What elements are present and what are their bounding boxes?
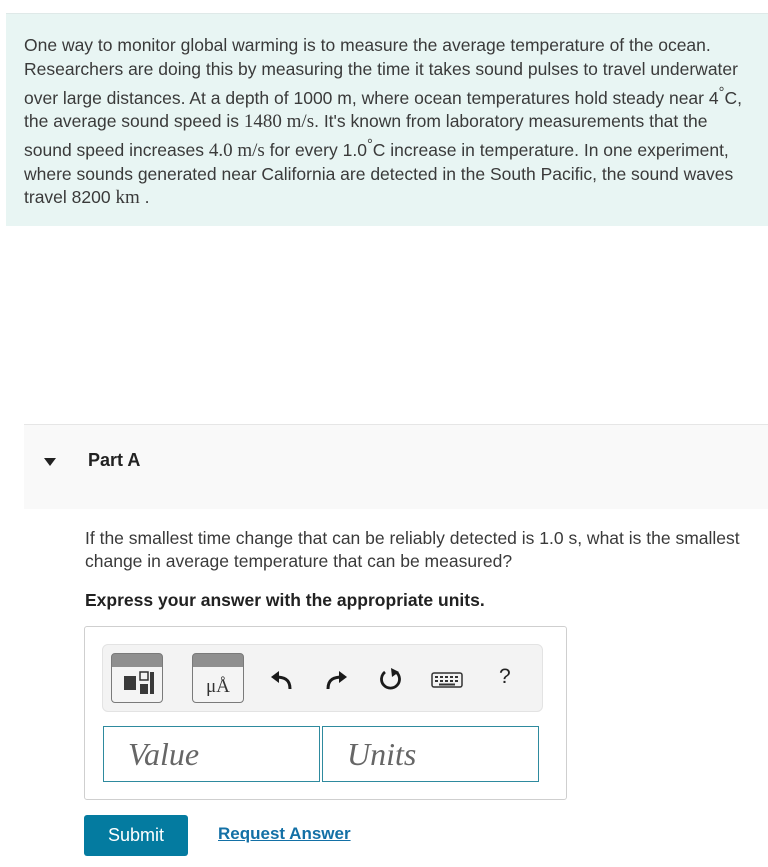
redo-icon <box>323 669 349 691</box>
undo-icon <box>269 669 295 691</box>
problem-statement <box>6 13 768 226</box>
submit-button[interactable]: Submit <box>84 815 188 856</box>
intro-text-3: . It's known from laboratory measurements that the sound speed increases <box>24 111 708 160</box>
units-button[interactable] <box>192 653 244 703</box>
units-icon: μÅ <box>206 676 230 697</box>
degree-symbol: ° <box>718 84 725 101</box>
value-input[interactable]: Value <box>103 726 320 782</box>
intro-text-6: . <box>139 187 150 208</box>
request-answer-link[interactable]: Request Answer <box>218 824 351 843</box>
keyboard-icon <box>431 671 463 689</box>
question-text: If the smallest time change that can be reliably detected is 1.0 s, what is the smallest change in average temperature that can be measured? <box>85 528 740 571</box>
degree-symbol: ° <box>366 137 373 154</box>
math-toolbar <box>102 644 543 712</box>
speed-increase-value: 4.0 m/s <box>208 139 265 161</box>
intro-text-4: for every 1.0 <box>264 139 367 160</box>
answer-instruction: Express your answer with the appropriate units. <box>85 590 485 610</box>
caret-down-icon[interactable] <box>44 458 56 466</box>
intro-text-5: C increase in temperature. In one experiment, where sounds generated near California are detected in the South Pacific, the sound waves travel 8200 <box>24 139 734 208</box>
templates-button[interactable] <box>111 653 163 703</box>
reset-button[interactable] <box>375 665 405 695</box>
answer-box <box>84 626 567 800</box>
templates-icon <box>112 654 163 703</box>
reset-icon <box>377 667 403 693</box>
undo-button[interactable] <box>267 665 297 695</box>
units-input[interactable]: Units <box>322 726 539 782</box>
part-title: Part A <box>88 450 141 470</box>
keyboard-button[interactable] <box>430 665 464 695</box>
help-button[interactable]: ? <box>499 665 511 688</box>
sound-speed-value: 1480 m/s <box>243 111 315 133</box>
intro-text-1: One way to monitor global warming is to measure the average temperature of the ocean. Researchers are doing this by measuring the time it takes sound pulses to travel underwater over large distances. At a depth of 1000 m, where ocean temperatures hold steady near 4 <box>24 35 738 108</box>
part-a-header[interactable] <box>24 424 768 509</box>
distance-unit: km <box>115 187 140 209</box>
redo-button[interactable] <box>321 665 351 695</box>
intro-text-2: C, the average sound speed is <box>24 87 742 132</box>
